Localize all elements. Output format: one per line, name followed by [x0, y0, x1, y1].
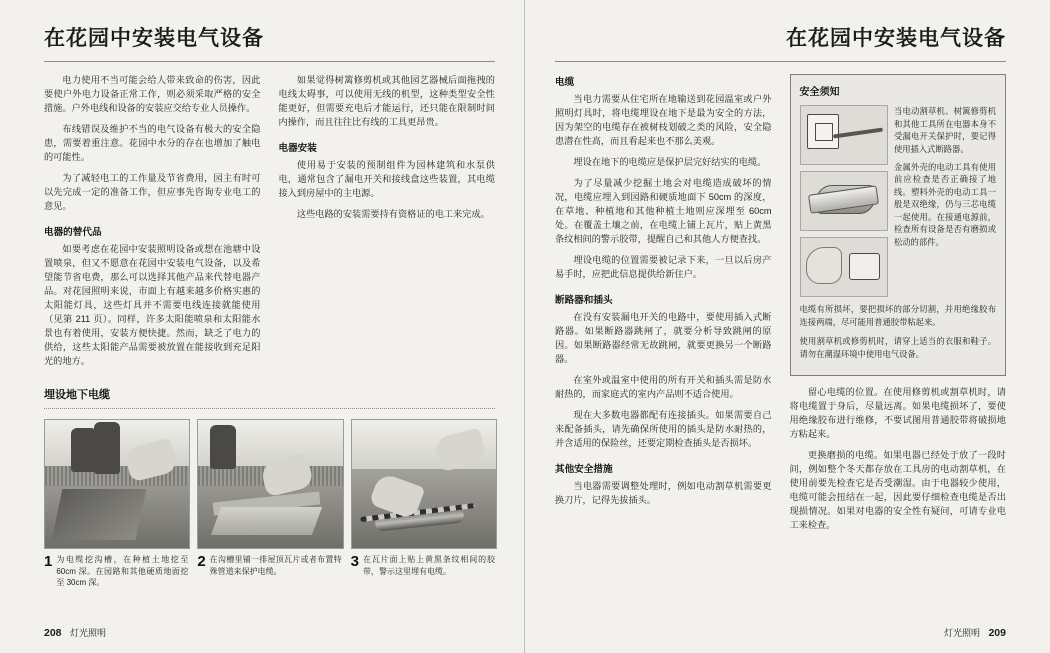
page-number: 208 — [44, 627, 62, 639]
figure-3-photo — [351, 419, 497, 549]
paragraph: 电缆有所损坏，要把损坏的部分切割，并用绝缘胶布连接两端，尽可能用普通胶带粘起来。 — [799, 304, 996, 327]
figure-2 — [197, 419, 341, 589]
paragraph: 在室外或温室中使用的所有开关和插头需是防水耐热的，而家庭式的室内产品则不适合使用。 — [555, 374, 772, 399]
footer-right — [944, 626, 1006, 639]
figure-1-caption — [44, 554, 188, 589]
paragraph: 这些电路的安装需要持有资格证的电工来完成。 — [296, 209, 490, 220]
safety-notice-box — [790, 74, 1007, 376]
figure-1 — [44, 419, 188, 589]
subheading-installation: 电器安装 — [278, 143, 317, 155]
paragraph: 布线错误及维护不当的电气设备有极大的安全隐患，需要着重注意。花园中水分的存在也增加了触电的可能性。 — [44, 124, 261, 163]
subheading-breaker: 断路器和插头 — [555, 295, 613, 306]
paragraph: 更换磨损的电缆。如果电器已经处于放了一段时间，例如整个冬天都存放在工具房的电动割草机，在使用前要先检查它是否受潮湿。由于电器较少使用，电缆可能会扭结在一起，因此要仔细检查电缆是否出现损情况。如果对电器的安全性有疑问，可请专业电工来检查。 — [789, 449, 1006, 530]
figure-caption-text: 在瓦片面上贴上黄黑条纹相间的胶带，警示这里埋有电缆。 — [363, 554, 495, 576]
left-column-2 — [279, 74, 496, 376]
paragraph: 埋设电缆的位置需要被记录下来，一旦以后房产易手时，应把此信息提供给新住户。 — [555, 255, 772, 280]
paragraph: 为了尽量减少挖掘土地会对电缆造成破坏的情况，电缆应埋入到园路和硬质地面下 50cm 的深度，在草地、种植地和其他种植土地则应深埋至 60cm 处。在覆盖土壤之前，在电缆上铺上瓦片，贴上黄黑条纹相间的警示胶带，提醒自己和其他人方便查找。 — [555, 178, 772, 245]
figure-3 — [351, 419, 495, 589]
figure-number: 1 — [44, 552, 53, 570]
safety-illustrations — [800, 105, 886, 303]
outlet-illustration — [800, 105, 888, 165]
footer-label: 灯光照明 — [943, 628, 980, 638]
figure-number: 2 — [197, 552, 206, 570]
footer-label: 灯光照明 — [70, 628, 107, 638]
title-divider-left — [44, 61, 495, 62]
figure-2-caption — [197, 554, 341, 577]
page-title-left: 在花园中安装电气设备 — [44, 27, 264, 50]
paragraph: 当电器需要调整处理时，例如电动割草机需要更换刀片，记得先拔插头。 — [555, 480, 772, 505]
left-column-1 — [44, 74, 261, 376]
section-title-underground-cable: 埋设地下电缆 — [44, 388, 110, 401]
page-title-right: 在花园中安装电气设备 — [786, 27, 1006, 50]
paragraph: 现在大多数电器都配有连接插头。如果需要自己来配备插头，请先确保所使用的插头是防水耐热的，并含适用的保险丝，还要定期检查插头是否损坏。 — [555, 409, 772, 448]
figure-strip — [44, 419, 495, 589]
paragraph: 当电力需要从住宅所在地输送到花园温室或户外照明灯具时，将电缆埋设在地下是最为安全的方法，因为架空的电缆存在被树枝划破之类的风险，安全隐患潜在性高，而且看起来也不那么美观。 — [555, 94, 772, 147]
subheading-other-safety: 其他安全措施 — [555, 463, 613, 475]
footer-left — [44, 626, 106, 639]
figure-number: 3 — [350, 552, 359, 570]
left-columns — [44, 74, 495, 376]
right-column-1 — [555, 74, 772, 540]
right-page — [525, 0, 1050, 653]
safety-text — [894, 105, 996, 303]
paragraph: 使用割草机或修剪机时，请穿上适当的衣服和鞋子。请勿在潮湿环境中使用电气设备。 — [799, 336, 996, 359]
subheading-alternatives: 电器的替代品 — [44, 227, 102, 239]
paragraph: 电力使用不当可能会给人带来致命的伤害，因此要使户外电力设备正常工作，则必须采取严格的安全措施。户外电线和设备的安装应交给专业人员操作。 — [44, 75, 261, 114]
figure-2-photo — [197, 419, 343, 549]
paragraph: 在没有安装漏电开关的电路中，要使用插入式断路器。如果断路器跳闸了，就要分析导致跳闸的原因。如果断路器经常无故跳闸，就要更换另一个断路器。 — [555, 312, 772, 364]
paragraph: 留心电缆的位置。在使用修剪机或割草机时，请将电缆置于身后，尽量远离。如果电缆损坏了，要使用绝缘胶布进行维修，不要试图用普通胶带将破损地方粘起来。 — [789, 386, 1006, 439]
plug-check-illustration — [800, 237, 888, 297]
paragraph: 当电动割草机、树篱修剪机和其他工具所在电器本身不受漏电开关保护时，要记得使用插入式断路器。 — [893, 106, 996, 154]
right-column-2 — [790, 74, 1007, 540]
right-columns — [555, 74, 1006, 540]
title-divider-right — [555, 61, 1006, 62]
page-number: 209 — [988, 627, 1006, 639]
section-divider — [44, 408, 495, 409]
paragraph: 埋设在地下的电缆应是保护层完好结实的电缆。 — [573, 157, 767, 168]
paragraph: 使用易于安装的预制组件为园林建筑和水泵供电，通常包含了漏电开关和接线盒这些装置，其电缆接入到房屋中的主电源。 — [278, 160, 495, 199]
paragraph: 为了减轻电工的工作量及节省费用，园主有时可以先完成一定的准备工作，但应事先咨询专业电工的意见。 — [44, 173, 261, 212]
hedge-trimmer-illustration — [800, 171, 888, 231]
figure-caption-text: 在沟槽里铺一排屋顶瓦片或者布置特殊管道来保护电缆。 — [209, 554, 342, 576]
figure-3-caption — [351, 554, 495, 577]
figure-1-photo — [44, 419, 190, 549]
paragraph: 如果觉得树篱修剪机或其他园艺器械后面拖拽的电线太碍事，可以使用无线的机型，这种类型安全性能更好，但需要充电后才能运行，还只能在限制时间内操作，而且往往比有线的工具更昂贵。 — [278, 75, 495, 128]
figure-caption-text: 为电缆挖沟槽，在种植土地挖至 60cm 深。在园路和其他硬质地面挖至 30cm 深。 — [56, 554, 189, 588]
paragraph: 金属外壳的电动工具有使用前应检查是否正确接了地线。塑料外壳的电动工具一般是双绝缘，仍与三芯电缆一起使用。在接通电源前，检查所有设备是否有磨损或松动的部件。 — [893, 161, 996, 247]
subheading-cable: 电缆 — [555, 77, 575, 89]
paragraph: 如要考虑在花园中安装照明设备或想在池塘中设置喷泉，但又不愿意在花园中安装电气设备，以及希望能节省电费，那么可以选择其他产品来代替电器产品。对花园照明来说，市面上有越来越多价格实惠的太阳能灯具，这些灯具并不需要电线连接就能使用（见第 211 页）。同样，许多太阳能喷泉和太阳能水景也有着使用，安装方便快捷。然而，缺乏了电力的供给，这些太阳能产品需要被放置在能接收到充足阳光的地方。 — [44, 244, 261, 366]
safety-box-title: 安全须知 — [799, 87, 840, 99]
